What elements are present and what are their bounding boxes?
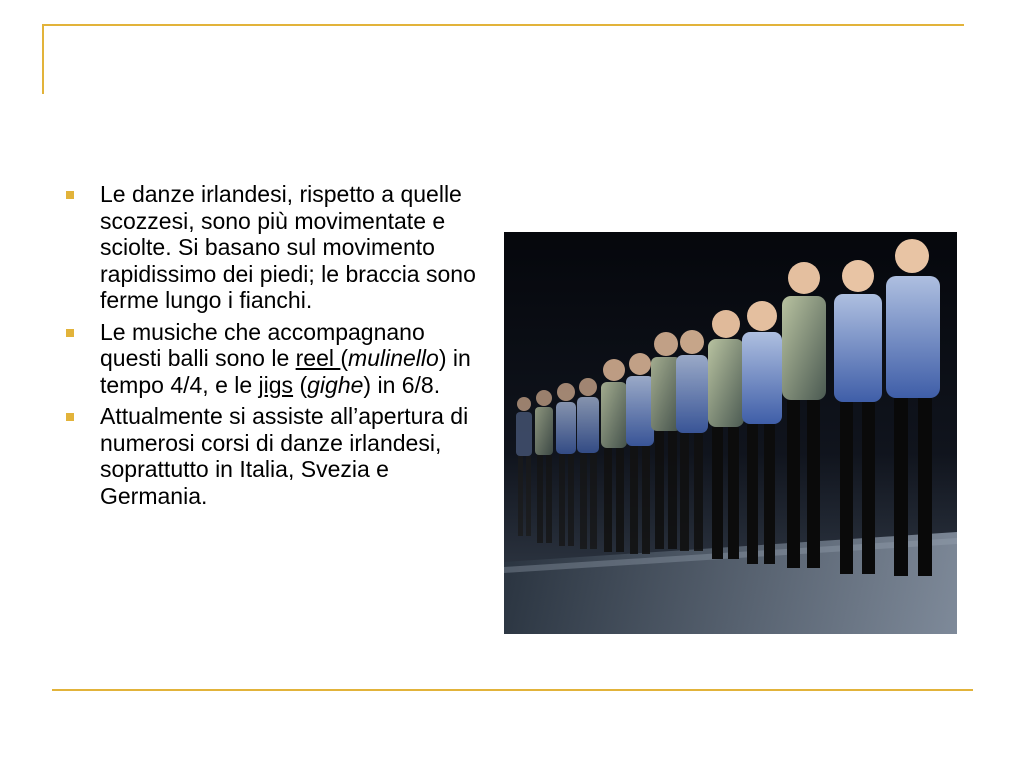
frame-left-line [42,24,44,94]
bullet-square-icon [66,329,74,337]
bullet-text-3: Attualmente si assiste all’apertura di numerosi corsi di danze irlandesi, soprattutto in Italia, Svezia e Germania. [100,403,469,509]
bullet-text-2-prefix: Le musiche che accompagnano questi balli sono le [100,318,425,371]
bullet-item-2 [62,319,482,399]
dancers-illustration [504,232,957,634]
bullet-text-1: Le danze irlandesi, rispetto a quelle scozzesi, sono più movimentate e sciolte. Si basano sul movimento rapidissimo dei piedi; le braccia sono ferme lungo i fianchi. [100,181,476,313]
bullet-text-2-open2: ( [293,371,308,398]
frame-top-line [42,24,964,26]
bullet-item-3 [62,403,482,509]
mulinello-term: mulinello [348,345,439,371]
irish-dancers-photo [504,232,957,634]
bullet-square-icon [66,413,74,421]
bullet-text-2-suffix: ) in 6/8. [363,371,441,398]
frame-bottom-line [52,689,973,691]
bullet-square-icon [66,191,74,199]
bullet-text-2-open1: ( [340,345,349,371]
bullet-list [62,181,482,514]
gighe-term: gighe [307,371,364,398]
bullet-item-1 [62,181,482,314]
reel-link[interactable]: reel [295,345,341,371]
bullet-text-2-mid: ) in tempo 4/4, e le [100,345,471,398]
jigs-link[interactable]: jigs [258,371,294,398]
